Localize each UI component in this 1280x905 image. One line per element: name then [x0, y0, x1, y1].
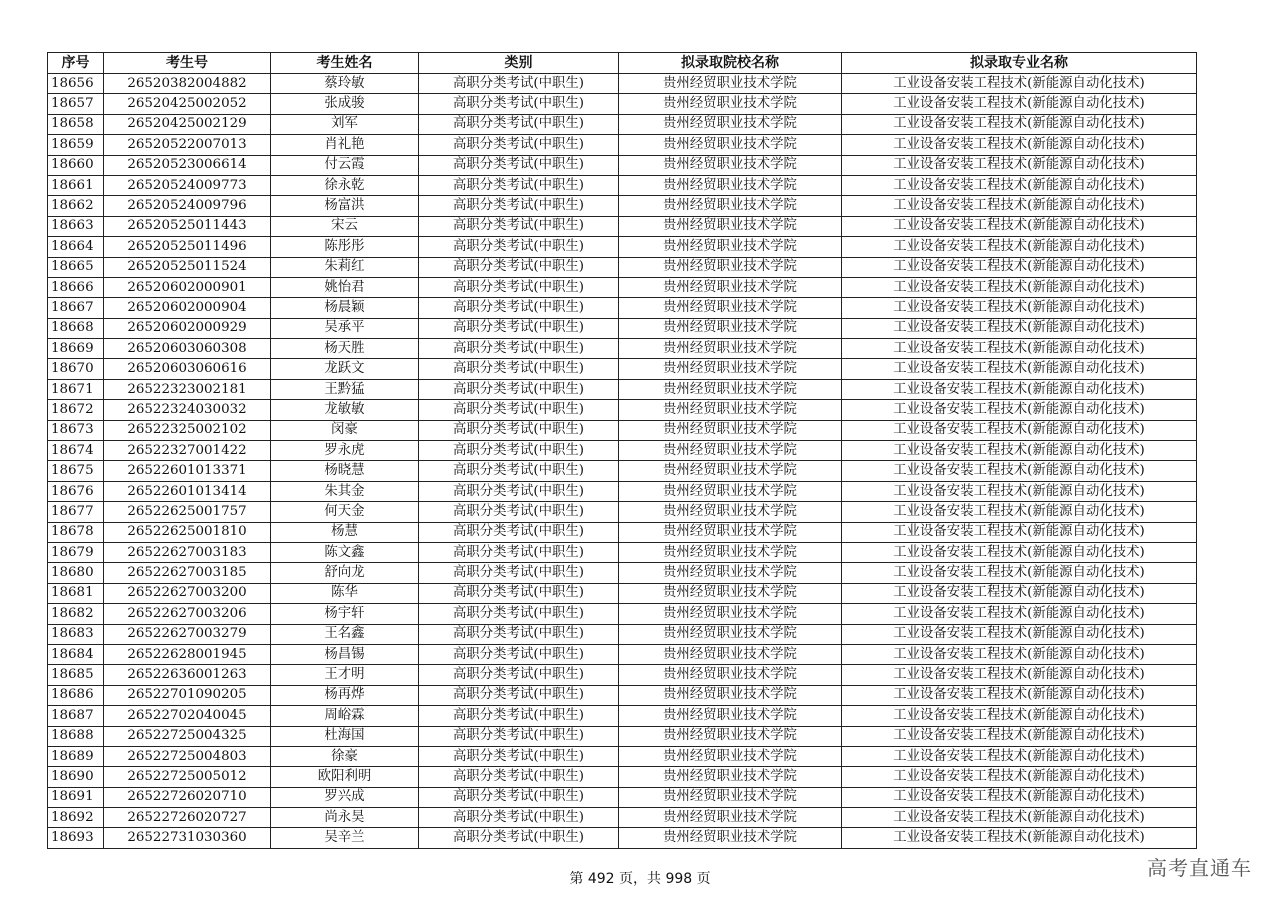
cell-name: 付云霞 — [271, 155, 419, 175]
cell-exam-no: 26522628001945 — [104, 644, 271, 664]
cell-exam-no: 26522636001263 — [104, 665, 271, 685]
cell-exam-no: 26520603060616 — [104, 359, 271, 379]
cell-category: 高职分类考试(中职生) — [419, 461, 619, 481]
cell-exam-no: 26522702040045 — [104, 706, 271, 726]
cell-school: 贵州经贸职业技术学院 — [619, 481, 842, 501]
cell-name: 吴辛兰 — [271, 828, 419, 848]
cell-exam-no: 26522725005012 — [104, 767, 271, 787]
cell-exam-no: 26520524009796 — [104, 196, 271, 216]
cell-seq: 18663 — [48, 216, 104, 236]
cell-exam-no: 26522726020710 — [104, 787, 271, 807]
cell-major: 工业设备安装工程技术(新能源自动化技术) — [842, 665, 1197, 685]
table-row — [48, 400, 1197, 420]
cell-exam-no: 26522627003206 — [104, 604, 271, 624]
cell-category: 高职分类考试(中职生) — [419, 665, 619, 685]
table-row — [48, 808, 1197, 828]
cell-major: 工业设备安装工程技术(新能源自动化技术) — [842, 237, 1197, 257]
cell-school: 贵州经贸职业技术学院 — [619, 155, 842, 175]
cell-name: 王黔猛 — [271, 379, 419, 399]
cell-major: 工业设备安装工程技术(新能源自动化技术) — [842, 277, 1197, 297]
cell-category: 高职分类考试(中职生) — [419, 808, 619, 828]
cell-exam-no: 26522726020727 — [104, 808, 271, 828]
cell-name: 朱其金 — [271, 481, 419, 501]
cell-name: 尚永昊 — [271, 808, 419, 828]
table-row — [48, 175, 1197, 195]
cell-name: 吴承平 — [271, 318, 419, 338]
cell-school: 贵州经贸职业技术学院 — [619, 522, 842, 542]
header-school: 拟录取院校名称 — [619, 53, 842, 74]
cell-major: 工业设备安装工程技术(新能源自动化技术) — [842, 644, 1197, 664]
table-row — [48, 644, 1197, 664]
cell-name: 陈华 — [271, 583, 419, 603]
cell-seq: 18675 — [48, 461, 104, 481]
cell-exam-no: 26520525011524 — [104, 257, 271, 277]
cell-name: 周峪霖 — [271, 706, 419, 726]
cell-exam-no: 26522625001810 — [104, 522, 271, 542]
cell-name: 宋云 — [271, 216, 419, 236]
table-row — [48, 114, 1197, 134]
table-row — [48, 481, 1197, 501]
cell-name: 龙敏敏 — [271, 400, 419, 420]
header-row — [48, 53, 1197, 74]
table-row — [48, 420, 1197, 440]
cell-major: 工业设备安装工程技术(新能源自动化技术) — [842, 339, 1197, 359]
cell-exam-no: 26520425002129 — [104, 114, 271, 134]
table-row — [48, 74, 1197, 94]
cell-category: 高职分类考试(中职生) — [419, 502, 619, 522]
cell-school: 贵州经贸职业技术学院 — [619, 441, 842, 461]
cell-major: 工业设备安装工程技术(新能源自动化技术) — [842, 828, 1197, 848]
cell-category: 高职分类考试(中职生) — [419, 420, 619, 440]
cell-school: 贵州经贸职业技术学院 — [619, 196, 842, 216]
cell-category: 高职分类考试(中职生) — [419, 74, 619, 94]
table-row — [48, 746, 1197, 766]
cell-exam-no: 26522725004803 — [104, 746, 271, 766]
cell-exam-no: 26522601013414 — [104, 481, 271, 501]
cell-school: 贵州经贸职业技术学院 — [619, 420, 842, 440]
cell-major: 工业设备安装工程技术(新能源自动化技术) — [842, 808, 1197, 828]
cell-seq: 18660 — [48, 155, 104, 175]
cell-seq: 18670 — [48, 359, 104, 379]
table-row — [48, 604, 1197, 624]
table-row — [48, 583, 1197, 603]
cell-category: 高职分类考试(中职生) — [419, 196, 619, 216]
header-category: 类别 — [419, 53, 619, 74]
cell-seq: 18683 — [48, 624, 104, 644]
cell-major: 工业设备安装工程技术(新能源自动化技术) — [842, 767, 1197, 787]
table-row — [48, 461, 1197, 481]
table-row — [48, 665, 1197, 685]
cell-seq: 18685 — [48, 665, 104, 685]
admission-table — [47, 52, 1197, 849]
cell-major: 工业设备安装工程技术(新能源自动化技术) — [842, 706, 1197, 726]
footer-prefix: 第 — [569, 871, 584, 887]
cell-school: 贵州经贸职业技术学院 — [619, 685, 842, 705]
cell-school: 贵州经贸职业技术学院 — [619, 624, 842, 644]
cell-exam-no: 26522601013371 — [104, 461, 271, 481]
cell-category: 高职分类考试(中职生) — [419, 175, 619, 195]
cell-exam-no: 26520425002052 — [104, 94, 271, 114]
cell-school: 贵州经贸职业技术学院 — [619, 175, 842, 195]
cell-name: 舒向龙 — [271, 563, 419, 583]
cell-exam-no: 26520602000901 — [104, 277, 271, 297]
cell-school: 贵州经贸职业技术学院 — [619, 767, 842, 787]
table-row — [48, 441, 1197, 461]
cell-school: 贵州经贸职业技术学院 — [619, 502, 842, 522]
cell-exam-no: 26520522007013 — [104, 135, 271, 155]
cell-seq: 18658 — [48, 114, 104, 134]
cell-category: 高职分类考试(中职生) — [419, 787, 619, 807]
table-row — [48, 298, 1197, 318]
cell-name: 王才明 — [271, 665, 419, 685]
table-row — [48, 216, 1197, 236]
cell-major: 工业设备安装工程技术(新能源自动化技术) — [842, 359, 1197, 379]
cell-category: 高职分类考试(中职生) — [419, 339, 619, 359]
cell-school: 贵州经贸职业技术学院 — [619, 787, 842, 807]
table-row — [48, 135, 1197, 155]
cell-name: 闵豪 — [271, 420, 419, 440]
cell-category: 高职分类考试(中职生) — [419, 624, 619, 644]
cell-category: 高职分类考试(中职生) — [419, 216, 619, 236]
cell-major: 工业设备安装工程技术(新能源自动化技术) — [842, 318, 1197, 338]
cell-school: 贵州经贸职业技术学院 — [619, 94, 842, 114]
cell-category: 高职分类考试(中职生) — [419, 828, 619, 848]
cell-seq: 18669 — [48, 339, 104, 359]
cell-major: 工业设备安装工程技术(新能源自动化技术) — [842, 379, 1197, 399]
cell-school: 贵州经贸职业技术学院 — [619, 542, 842, 562]
cell-seq: 18671 — [48, 379, 104, 399]
cell-school: 贵州经贸职业技术学院 — [619, 379, 842, 399]
cell-major: 工业设备安装工程技术(新能源自动化技术) — [842, 135, 1197, 155]
table-row — [48, 257, 1197, 277]
cell-category: 高职分类考试(中职生) — [419, 481, 619, 501]
cell-exam-no: 26520525011443 — [104, 216, 271, 236]
cell-exam-no: 26522325002102 — [104, 420, 271, 440]
cell-category: 高职分类考试(中职生) — [419, 767, 619, 787]
cell-name: 罗永虎 — [271, 441, 419, 461]
cell-exam-no: 26522627003185 — [104, 563, 271, 583]
cell-major: 工业设备安装工程技术(新能源自动化技术) — [842, 420, 1197, 440]
cell-name: 蔡玲敏 — [271, 74, 419, 94]
cell-exam-no: 26522324030032 — [104, 400, 271, 420]
cell-school: 贵州经贸职业技术学院 — [619, 461, 842, 481]
cell-category: 高职分类考试(中职生) — [419, 522, 619, 542]
cell-school: 贵州经贸职业技术学院 — [619, 665, 842, 685]
cell-major: 工业设备安装工程技术(新能源自动化技术) — [842, 461, 1197, 481]
cell-school: 贵州经贸职业技术学院 — [619, 746, 842, 766]
cell-exam-no: 26522627003200 — [104, 583, 271, 603]
cell-name: 龙跃文 — [271, 359, 419, 379]
table-row — [48, 339, 1197, 359]
cell-category: 高职分类考试(中职生) — [419, 400, 619, 420]
cell-exam-no: 26522725004325 — [104, 726, 271, 746]
cell-seq: 18678 — [48, 522, 104, 542]
cell-category: 高职分类考试(中职生) — [419, 359, 619, 379]
cell-major: 工业设备安装工程技术(新能源自动化技术) — [842, 94, 1197, 114]
cell-major: 工业设备安装工程技术(新能源自动化技术) — [842, 400, 1197, 420]
cell-seq: 18686 — [48, 685, 104, 705]
cell-seq: 18673 — [48, 420, 104, 440]
cell-exam-no: 26520602000929 — [104, 318, 271, 338]
cell-seq: 18674 — [48, 441, 104, 461]
table-row — [48, 502, 1197, 522]
cell-category: 高职分类考试(中职生) — [419, 563, 619, 583]
page-footer — [0, 870, 1280, 888]
header-major: 拟录取专业名称 — [842, 53, 1197, 74]
cell-seq: 18682 — [48, 604, 104, 624]
cell-seq: 18667 — [48, 298, 104, 318]
table-row — [48, 379, 1197, 399]
cell-school: 贵州经贸职业技术学院 — [619, 257, 842, 277]
cell-category: 高职分类考试(中职生) — [419, 746, 619, 766]
cell-seq: 18677 — [48, 502, 104, 522]
footer-suffix: 页 — [696, 871, 711, 887]
cell-category: 高职分类考试(中职生) — [419, 379, 619, 399]
cell-seq: 18659 — [48, 135, 104, 155]
cell-exam-no: 26522701090205 — [104, 685, 271, 705]
cell-seq: 18672 — [48, 400, 104, 420]
cell-category: 高职分类考试(中职生) — [419, 298, 619, 318]
cell-school: 贵州经贸职业技术学院 — [619, 359, 842, 379]
cell-major: 工业设备安装工程技术(新能源自动化技术) — [842, 583, 1197, 603]
table-header — [48, 53, 1197, 74]
cell-school: 贵州经贸职业技术学院 — [619, 400, 842, 420]
cell-category: 高职分类考试(中职生) — [419, 706, 619, 726]
cell-school: 贵州经贸职业技术学院 — [619, 644, 842, 664]
cell-name: 杨再烨 — [271, 685, 419, 705]
cell-seq: 18689 — [48, 746, 104, 766]
cell-name: 罗兴成 — [271, 787, 419, 807]
cell-major: 工业设备安装工程技术(新能源自动化技术) — [842, 563, 1197, 583]
cell-major: 工业设备安装工程技术(新能源自动化技术) — [842, 502, 1197, 522]
header-exam-no: 考生号 — [104, 53, 271, 74]
cell-name: 朱莉红 — [271, 257, 419, 277]
table-row — [48, 277, 1197, 297]
cell-seq: 18690 — [48, 767, 104, 787]
cell-school: 贵州经贸职业技术学院 — [619, 237, 842, 257]
cell-seq: 18656 — [48, 74, 104, 94]
cell-category: 高职分类考试(中职生) — [419, 277, 619, 297]
cell-seq: 18680 — [48, 563, 104, 583]
cell-major: 工业设备安装工程技术(新能源自动化技术) — [842, 196, 1197, 216]
footer-middle: 页，共 — [619, 871, 661, 887]
table-row — [48, 787, 1197, 807]
cell-category: 高职分类考试(中职生) — [419, 257, 619, 277]
cell-major: 工业设备安装工程技术(新能源自动化技术) — [842, 175, 1197, 195]
cell-school: 贵州经贸职业技术学院 — [619, 706, 842, 726]
cell-major: 工业设备安装工程技术(新能源自动化技术) — [842, 542, 1197, 562]
cell-name: 肖礼艳 — [271, 135, 419, 155]
cell-name: 陈文鑫 — [271, 542, 419, 562]
cell-category: 高职分类考试(中职生) — [419, 237, 619, 257]
cell-school: 贵州经贸职业技术学院 — [619, 114, 842, 134]
cell-name: 刘军 — [271, 114, 419, 134]
cell-name: 陈彤彤 — [271, 237, 419, 257]
table-row — [48, 706, 1197, 726]
brand-label: 高考直通车 — [1147, 856, 1252, 880]
cell-seq: 18691 — [48, 787, 104, 807]
cell-school: 贵州经贸职业技术学院 — [619, 726, 842, 746]
cell-exam-no: 26522627003183 — [104, 542, 271, 562]
cell-school: 贵州经贸职业技术学院 — [619, 216, 842, 236]
cell-major: 工业设备安装工程技术(新能源自动化技术) — [842, 441, 1197, 461]
cell-category: 高职分类考试(中职生) — [419, 583, 619, 603]
cell-exam-no: 26520525011496 — [104, 237, 271, 257]
cell-school: 贵州经贸职业技术学院 — [619, 339, 842, 359]
table-row — [48, 563, 1197, 583]
table-row — [48, 155, 1197, 175]
cell-exam-no: 26520603060308 — [104, 339, 271, 359]
cell-name: 杨富洪 — [271, 196, 419, 216]
cell-name: 何天金 — [271, 502, 419, 522]
cell-name: 徐豪 — [271, 746, 419, 766]
table-row — [48, 767, 1197, 787]
cell-category: 高职分类考试(中职生) — [419, 685, 619, 705]
cell-category: 高职分类考试(中职生) — [419, 94, 619, 114]
header-seq: 序号 — [48, 53, 104, 74]
cell-seq: 18692 — [48, 808, 104, 828]
cell-category: 高职分类考试(中职生) — [419, 114, 619, 134]
cell-exam-no: 26520602000904 — [104, 298, 271, 318]
table-row — [48, 196, 1197, 216]
cell-school: 贵州经贸职业技术学院 — [619, 604, 842, 624]
current-page-number: 492 — [587, 871, 615, 887]
cell-category: 高职分类考试(中职生) — [419, 135, 619, 155]
cell-exam-no: 26522323002181 — [104, 379, 271, 399]
cell-major: 工业设备安装工程技术(新能源自动化技术) — [842, 74, 1197, 94]
cell-major: 工业设备安装工程技术(新能源自动化技术) — [842, 257, 1197, 277]
cell-seq: 18666 — [48, 277, 104, 297]
cell-seq: 18664 — [48, 237, 104, 257]
table-row — [48, 685, 1197, 705]
table-row — [48, 624, 1197, 644]
cell-exam-no: 26520524009773 — [104, 175, 271, 195]
cell-major: 工业设备安装工程技术(新能源自动化技术) — [842, 522, 1197, 542]
cell-name: 杨慧 — [271, 522, 419, 542]
cell-major: 工业设备安装工程技术(新能源自动化技术) — [842, 726, 1197, 746]
table-row — [48, 94, 1197, 114]
table-row — [48, 726, 1197, 746]
table-row — [48, 542, 1197, 562]
cell-school: 贵州经贸职业技术学院 — [619, 135, 842, 155]
cell-seq: 18665 — [48, 257, 104, 277]
cell-seq: 18688 — [48, 726, 104, 746]
cell-name: 徐永乾 — [271, 175, 419, 195]
cell-seq: 18693 — [48, 828, 104, 848]
cell-major: 工业设备安装工程技术(新能源自动化技术) — [842, 155, 1197, 175]
total-page-number: 998 — [665, 871, 693, 887]
table-body — [48, 74, 1197, 849]
cell-major: 工业设备安装工程技术(新能源自动化技术) — [842, 604, 1197, 624]
cell-name: 杨晨颖 — [271, 298, 419, 318]
table-row — [48, 318, 1197, 338]
cell-school: 贵州经贸职业技术学院 — [619, 563, 842, 583]
cell-major: 工业设备安装工程技术(新能源自动化技术) — [842, 746, 1197, 766]
cell-name: 杨天胜 — [271, 339, 419, 359]
cell-major: 工业设备安装工程技术(新能源自动化技术) — [842, 685, 1197, 705]
cell-category: 高职分类考试(中职生) — [419, 542, 619, 562]
cell-name: 张成骏 — [271, 94, 419, 114]
cell-school: 贵州经贸职业技术学院 — [619, 298, 842, 318]
cell-category: 高职分类考试(中职生) — [419, 726, 619, 746]
cell-seq: 18661 — [48, 175, 104, 195]
cell-name: 姚怡君 — [271, 277, 419, 297]
table-row — [48, 359, 1197, 379]
cell-seq: 18687 — [48, 706, 104, 726]
cell-seq: 18662 — [48, 196, 104, 216]
cell-exam-no: 26522327001422 — [104, 441, 271, 461]
cell-seq: 18684 — [48, 644, 104, 664]
cell-category: 高职分类考试(中职生) — [419, 155, 619, 175]
cell-name: 王名鑫 — [271, 624, 419, 644]
cell-exam-no: 26522625001757 — [104, 502, 271, 522]
cell-name: 杨晓慧 — [271, 461, 419, 481]
cell-major: 工业设备安装工程技术(新能源自动化技术) — [842, 787, 1197, 807]
cell-exam-no: 26522731030360 — [104, 828, 271, 848]
cell-seq: 18668 — [48, 318, 104, 338]
table-row — [48, 828, 1197, 848]
cell-school: 贵州经贸职业技术学院 — [619, 318, 842, 338]
cell-major: 工业设备安装工程技术(新能源自动化技术) — [842, 216, 1197, 236]
cell-seq: 18676 — [48, 481, 104, 501]
cell-seq: 18681 — [48, 583, 104, 603]
cell-name: 杨宇轩 — [271, 604, 419, 624]
header-name: 考生姓名 — [271, 53, 419, 74]
cell-major: 工业设备安装工程技术(新能源自动化技术) — [842, 481, 1197, 501]
cell-name: 杜海国 — [271, 726, 419, 746]
cell-category: 高职分类考试(中职生) — [419, 604, 619, 624]
cell-major: 工业设备安装工程技术(新能源自动化技术) — [842, 298, 1197, 318]
table-row — [48, 522, 1197, 542]
cell-school: 贵州经贸职业技术学院 — [619, 828, 842, 848]
cell-school: 贵州经贸职业技术学院 — [619, 277, 842, 297]
cell-name: 杨昌锡 — [271, 644, 419, 664]
cell-exam-no: 26520523006614 — [104, 155, 271, 175]
cell-school: 贵州经贸职业技术学院 — [619, 808, 842, 828]
cell-seq: 18657 — [48, 94, 104, 114]
cell-category: 高职分类考试(中职生) — [419, 644, 619, 664]
cell-name: 欧阳利明 — [271, 767, 419, 787]
cell-school: 贵州经贸职业技术学院 — [619, 583, 842, 603]
cell-major: 工业设备安装工程技术(新能源自动化技术) — [842, 624, 1197, 644]
table-row — [48, 237, 1197, 257]
cell-school: 贵州经贸职业技术学院 — [619, 74, 842, 94]
cell-exam-no: 26522627003279 — [104, 624, 271, 644]
cell-category: 高职分类考试(中职生) — [419, 441, 619, 461]
cell-category: 高职分类考试(中职生) — [419, 318, 619, 338]
cell-major: 工业设备安装工程技术(新能源自动化技术) — [842, 114, 1197, 134]
cell-seq: 18679 — [48, 542, 104, 562]
cell-exam-no: 26520382004882 — [104, 74, 271, 94]
